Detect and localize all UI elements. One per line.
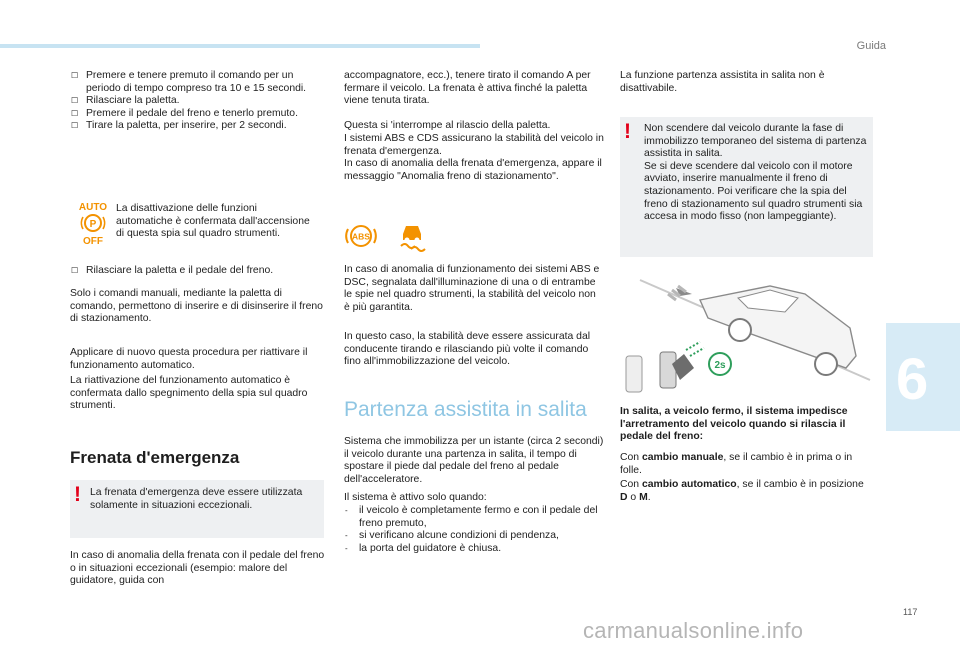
abs-warning-icon xyxy=(345,220,377,252)
figure-caption: In salita, a veicolo fermo, il sistema impedisce l'arretramento del veicolo quando si rilascia il pedale del freno: xyxy=(620,406,848,443)
paragraph: La riattivazione del funzionamento automatico è confermata dallo spegnimento della spia sul quadro strumenti. xyxy=(70,375,308,412)
warning-icon: ! xyxy=(74,483,81,506)
list-item: ☐ Rilasciare la paletta. xyxy=(71,95,180,107)
paragraph: Solo i comandi manuali, mediante la paletta di comando, permettono di inserire e di disinserire il freno di stazionamento. xyxy=(70,288,323,325)
list-item: ☐ Tirare la paletta, per inserire, per 2 secondi. xyxy=(71,120,287,132)
checkbox-icon: ☐ xyxy=(71,96,79,106)
list-item: - si verificano alcune condizioni di pendenza, xyxy=(345,530,559,542)
automatic-gearbox-note: Con cambio automatico, se il cambio è in posizione D o M. xyxy=(620,479,864,503)
checkbox-icon: ☐ xyxy=(71,108,79,118)
svg-text:AUTO: AUTO xyxy=(78,202,108,213)
condition-list xyxy=(344,505,606,555)
page-number: 117 xyxy=(903,607,918,617)
warning-icon: ! xyxy=(624,120,631,143)
paragraph: La funzione partenza assistita in salita non è disattivabile. xyxy=(620,70,825,94)
paragraph: Applicare di nuovo questa procedura per riattivare il funzionamento automatico. xyxy=(70,347,308,371)
watermark: carmanualsonline.info xyxy=(583,618,804,643)
paragraph: In caso di anomalia della frenata con il pedale del freno o in situazioni eccezionali (esempio: malore del guidatore, guida con xyxy=(70,550,325,587)
hill-start-illustration xyxy=(620,268,873,400)
list-item: ☐ Premere e tenere premuto il comando per un periodo di tempo compreso tra 10 e 15 secondi. xyxy=(71,70,307,94)
auto-p-off-icon xyxy=(78,200,108,246)
icon-note: La disattivazione delle funzioni automatiche è confermata dall'accensione di questa spia sul quadro strumenti. xyxy=(116,203,310,240)
checkbox-icon: ☐ xyxy=(71,71,79,80)
heading-emergency-braking: Frenata d'emergenza xyxy=(70,448,240,467)
paragraph: Questa si 'interrompe al rilascio della paletta. xyxy=(344,120,551,131)
paragraph: In questo caso, la stabilità deve essere assicurata dal conducente tirando e rilasciando più volte il comando fino all'immobilizzazione del veicolo. xyxy=(344,331,591,368)
list-item: ☐ Rilasciare la paletta e il pedale del freno. xyxy=(71,265,274,276)
svg-text:2s: 2s xyxy=(714,360,726,371)
header-bar xyxy=(0,44,480,48)
svg-text:P: P xyxy=(89,219,97,230)
paragraph: Sistema che immobilizza per un istante (circa 2 secondi) il veicolo durante una partenza in salita, il tempo di spostare il piede dal pedale del freno al pedale dell'acceleratore. xyxy=(344,436,604,485)
procedure-steps xyxy=(70,70,320,133)
list-item: ☐ Premere il pedale del freno e tenerlo premuto. xyxy=(71,107,298,119)
paragraph: In caso di anomalia della frenata d'emergenza, appare il messaggio "Anomalia freno di stazionamento". xyxy=(344,158,602,182)
release-step xyxy=(70,265,320,278)
paragraph: In caso di anomalia di funzionamento dei sistemi ABS e DSC, segnalata dall'illuminazione di una o di entrambe le spie nel quadro strumenti, la stabilità del veicolo non è più garantita. xyxy=(344,264,600,313)
svg-text:OFF: OFF xyxy=(83,236,103,246)
chapter-number: 6 xyxy=(896,347,929,412)
warning-box: ! Non scendere dal veicolo durante la fase di immobilizzo temporaneo del sistema di partenza assistita in salita. Se si deve scendere dal veicolo con il motore avviato, inserire manualmente il freno di stazionamento. Poi verificare che la spia del freno di stazionamento sul quadro strumenti sia accesa in modo fisso (non lampeggiante). xyxy=(620,117,873,257)
stability-control-icon xyxy=(395,218,429,252)
checkbox-icon: ☐ xyxy=(71,266,79,275)
svg-text:ABS: ABS xyxy=(352,231,370,242)
paragraph: Il sistema è attivo solo quando: xyxy=(344,492,487,503)
section-title: Guida xyxy=(856,40,886,52)
warning-box: ! La frenata d'emergenza deve essere utilizzata solamente in situazioni eccezionali. xyxy=(70,480,324,538)
list-item: - il veicolo è completamente fermo e con il pedale del freno premuto, xyxy=(345,505,598,529)
heading-hill-start-assist: Partenza assistita in salita xyxy=(344,398,587,421)
manual-gearbox-note: Con cambio manuale, se il cambio è in prima o in folle. xyxy=(620,452,853,476)
paragraph: accompagnatore, ecc.), tenere tirato il comando A per fermare il veicolo. La frenata è attiva finché la paletta viene tenuta tirata. xyxy=(344,70,591,107)
paragraph: I sistemi ABS e CDS assicurano la stabilità del veicolo in frenata d'emergenza. xyxy=(344,133,604,157)
list-item: - la porta del guidatore è chiusa. xyxy=(345,542,502,554)
checkbox-icon: ☐ xyxy=(71,121,79,131)
